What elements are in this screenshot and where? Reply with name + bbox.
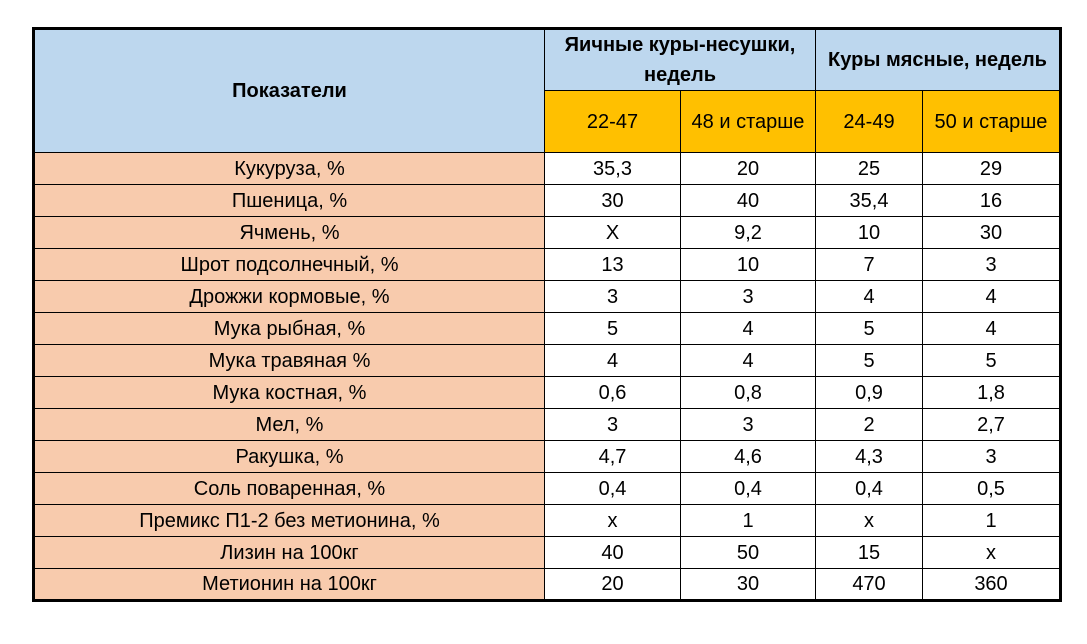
table-body — [34, 153, 1061, 601]
table-row — [34, 281, 1061, 313]
table-cell: 5 — [816, 313, 923, 345]
table-cell: 0,8 — [681, 377, 816, 409]
table-cell: 4,3 — [816, 441, 923, 473]
feed-composition-table — [32, 27, 1062, 602]
table-cell: 1 — [923, 505, 1061, 537]
row-label: Премикс П1-2 без метионина, % — [34, 505, 545, 537]
table-cell: 0,9 — [816, 377, 923, 409]
table-row — [34, 377, 1061, 409]
table-cell: 25 — [816, 153, 923, 185]
row-label: Мука травяная % — [34, 345, 545, 377]
table-cell: 5 — [923, 345, 1061, 377]
header-row-groups — [34, 29, 1061, 91]
table-cell: Х — [545, 217, 681, 249]
row-label: Шрот подсолнечный, % — [34, 249, 545, 281]
row-label: Мука костная, % — [34, 377, 545, 409]
table-cell: 4 — [816, 281, 923, 313]
age-column-header: 50 и старше — [923, 91, 1061, 153]
table-cell: 3 — [545, 409, 681, 441]
table-cell: 30 — [545, 185, 681, 217]
table-cell: 40 — [545, 537, 681, 569]
table-cell: 35,3 — [545, 153, 681, 185]
table-cell: 4 — [681, 313, 816, 345]
table-cell: 3 — [923, 249, 1061, 281]
table-row — [34, 537, 1061, 569]
table-cell: 2,7 — [923, 409, 1061, 441]
age-column-header: 48 и старше — [681, 91, 816, 153]
table-cell: 0,4 — [816, 473, 923, 505]
table-row — [34, 185, 1061, 217]
table-row — [34, 569, 1061, 601]
table-header — [34, 29, 1061, 153]
table-cell: 40 — [681, 185, 816, 217]
table-cell: 5 — [545, 313, 681, 345]
table-cell: 35,4 — [816, 185, 923, 217]
table-cell: 0,4 — [545, 473, 681, 505]
table-cell: 15 — [816, 537, 923, 569]
table-cell: х — [545, 505, 681, 537]
table-cell: 4,7 — [545, 441, 681, 473]
table-cell: 7 — [816, 249, 923, 281]
meat-hens-group-header: Куры мясные, недель — [816, 29, 1061, 91]
table-row — [34, 153, 1061, 185]
row-label: Метионин на 100кг — [34, 569, 545, 601]
table-cell: 30 — [923, 217, 1061, 249]
table-row — [34, 441, 1061, 473]
age-column-header: 22-47 — [545, 91, 681, 153]
table-row — [34, 409, 1061, 441]
table-row — [34, 505, 1061, 537]
table-cell: 20 — [681, 153, 816, 185]
table-cell: 470 — [816, 569, 923, 601]
table-cell: 20 — [545, 569, 681, 601]
row-label: Мука рыбная, % — [34, 313, 545, 345]
table-cell: 0,5 — [923, 473, 1061, 505]
table-row — [34, 217, 1061, 249]
row-label: Дрожжи кормовые, % — [34, 281, 545, 313]
row-label: Ячмень, % — [34, 217, 545, 249]
table-cell: 0,6 — [545, 377, 681, 409]
table-cell: 16 — [923, 185, 1061, 217]
table-cell: 360 — [923, 569, 1061, 601]
table-cell: 4,6 — [681, 441, 816, 473]
table-cell: 0,4 — [681, 473, 816, 505]
table-cell: 3 — [923, 441, 1061, 473]
table-cell: 5 — [816, 345, 923, 377]
table-cell: 3 — [681, 409, 816, 441]
table-cell: 4 — [681, 345, 816, 377]
age-column-header: 24-49 — [816, 91, 923, 153]
laying-hens-group-header: Яичные куры-несушки, недель — [545, 29, 816, 91]
table-cell: 29 — [923, 153, 1061, 185]
table-cell: 30 — [681, 569, 816, 601]
table-cell: 3 — [681, 281, 816, 313]
row-label: Соль поваренная, % — [34, 473, 545, 505]
table-cell: 4 — [923, 281, 1061, 313]
table-row — [34, 249, 1061, 281]
indicator-header: Показатели — [34, 29, 545, 153]
table-cell: 1 — [681, 505, 816, 537]
table-cell: 1,8 — [923, 377, 1061, 409]
table-cell: 4 — [545, 345, 681, 377]
table-cell: 50 — [681, 537, 816, 569]
table-cell: 13 — [545, 249, 681, 281]
table-row — [34, 313, 1061, 345]
row-label: Кукуруза, % — [34, 153, 545, 185]
table-cell: 3 — [545, 281, 681, 313]
table-cell: 2 — [816, 409, 923, 441]
table-row — [34, 345, 1061, 377]
row-label: Лизин на 100кг — [34, 537, 545, 569]
row-label: Ракушка, % — [34, 441, 545, 473]
table-row — [34, 473, 1061, 505]
table-cell: 9,2 — [681, 217, 816, 249]
row-label: Пшеница, % — [34, 185, 545, 217]
table-cell: х — [816, 505, 923, 537]
table-cell: 10 — [816, 217, 923, 249]
table-cell: х — [923, 537, 1061, 569]
row-label: Мел, % — [34, 409, 545, 441]
table-cell: 4 — [923, 313, 1061, 345]
table-cell: 10 — [681, 249, 816, 281]
